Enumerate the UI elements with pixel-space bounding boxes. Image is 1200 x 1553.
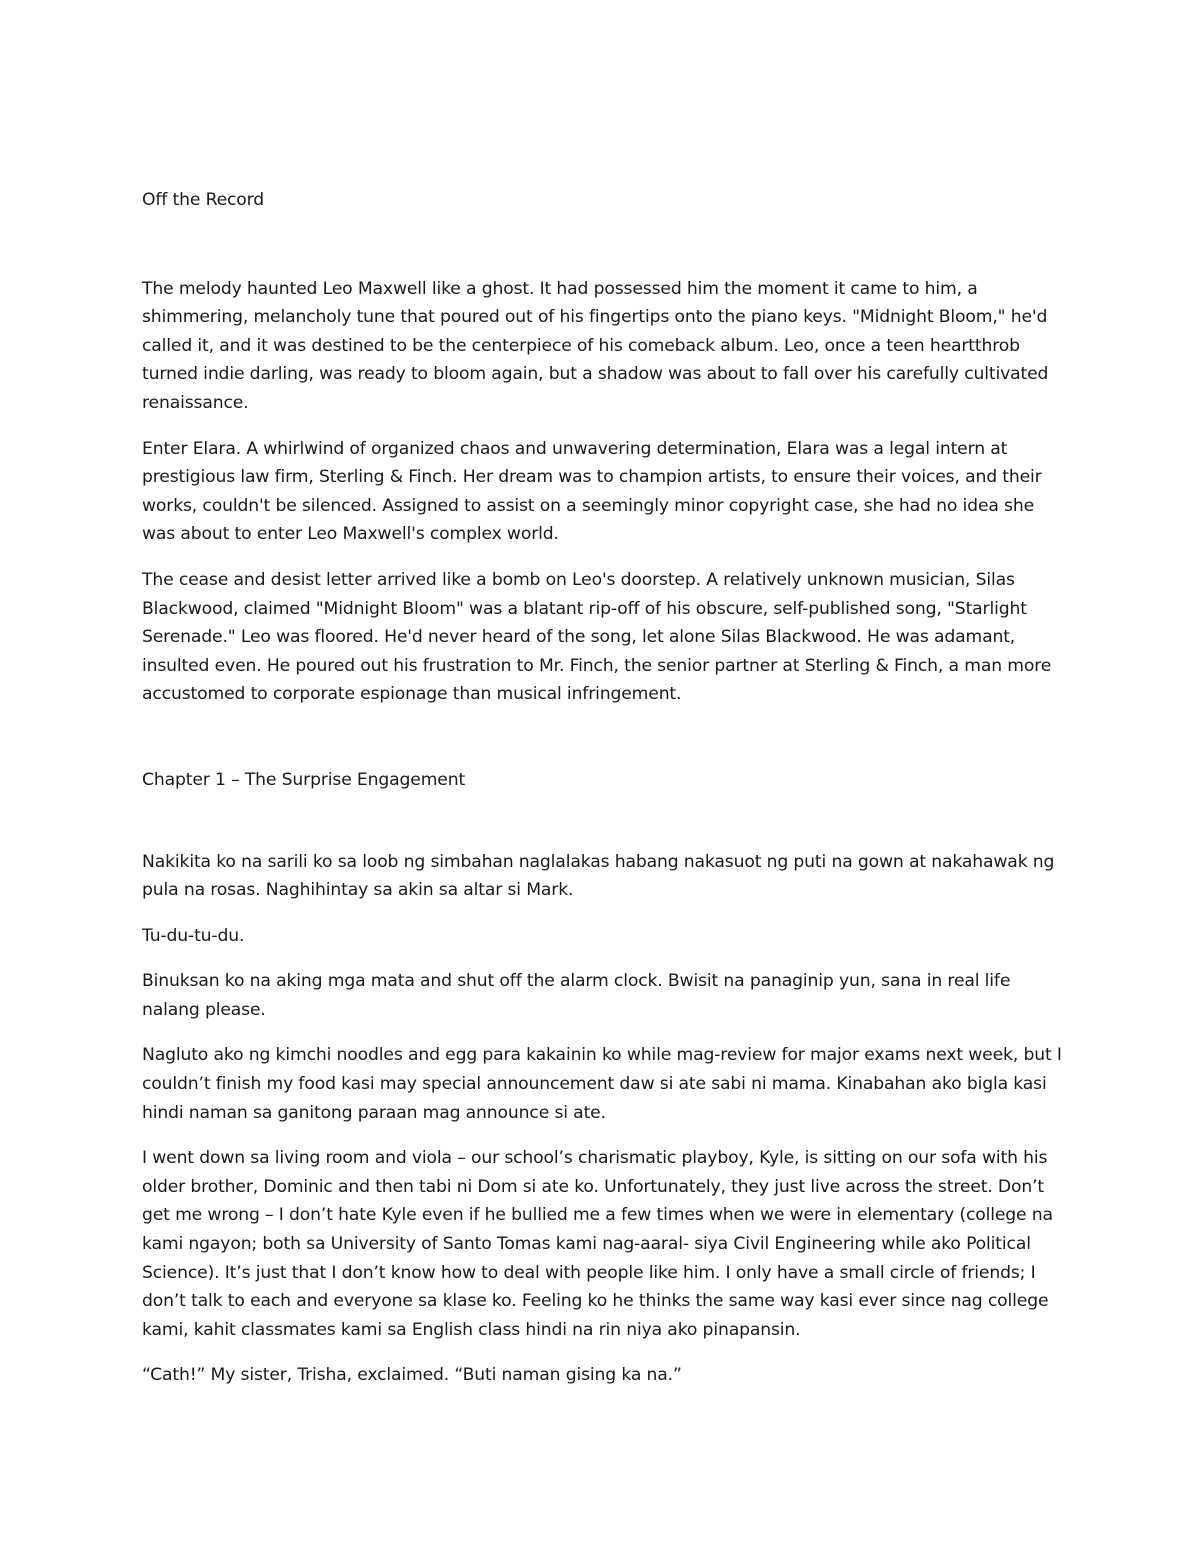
title-spacer bbox=[142, 215, 1072, 275]
chapter-paragraph-2: Tu-du-tu-du. bbox=[142, 925, 245, 946]
chapter-heading: Chapter 1 – The Surprise Engagement bbox=[142, 769, 466, 790]
chapter-paragraph-1: Nakikita ko na sarili ko sa loob ng simbahan naglalakas habang nakasuot ng puti na gown at nakahawak ng pula na rosas. Naghihintay sa akin sa altar si Mark. bbox=[142, 851, 1055, 901]
document-body bbox=[142, 186, 1072, 1407]
intro-paragraph-3: The cease and desist letter arrived like a bomb on Leo's doorstep. A relatively unknown musician, Silas Blackwood, claimed "Midnight Bloom" was a blatant rip-off of his obscure, self-published song, "Starlight Serenade." Leo was floored. He'd never heard of the song, let alone Silas Blackwood. He was adamant, insulted even. He poured out his frustration to Mr. Finch, the senior partner at Sterling & Finch, a man more accustomed to corporate espionage than musical infringement. bbox=[142, 569, 1052, 705]
intro-paragraph-2: Enter Elara. A whirlwind of organized chaos and unwavering determination, Elara was a legal intern at prestigious law firm, Sterling & Finch. Her dream was to champion artists, to ensure their voices, and their works, couldn't be silenced. Assigned to assist on a seemingly minor copyright case, she had no idea she was about to enter Leo Maxwell's complex world. bbox=[142, 438, 1042, 545]
chapter-paragraph-5: I went down sa living room and viola – our school’s charismatic playboy, Kyle, is sitting on our sofa with his older brother, Dominic and then tabi ni Dom si ate ko. Unfortunately, they just live across the street. Don’t get me wrong – I don’t hate Kyle even if he bullied me a few times when we were in elementary (college na kami ngayon; both sa University of Santo Tomas kami nag-aaral- siya Civil Engineering while ako Political Science). It’s just that I don’t know how to deal with people like him. I only have a small circle of friends; I don’t talk to each and everyone sa klase ko. Feeling ko he thinks the same way kasi ever since nag college kami, kahit classmates kami sa English class hindi na rin niya ako pinapansin. bbox=[142, 1148, 1053, 1340]
intro-paragraph-1: The melody haunted Leo Maxwell like a ghost. It had possessed him the moment it came to him, a shimmering, melancholy tune that poured out of his fingertips onto the piano keys. "Midnight Bloom," he'd called it, and it was destined to be the centerpiece of his comeback album. Leo, once a teen heartthrob turned indie darling, was ready to bloom again, but a shadow was about to fall over his carefully cultivated renaissance. bbox=[142, 278, 1049, 413]
document-title: Off the Record bbox=[142, 190, 265, 210]
chapter-paragraph-6: “Cath!” My sister, Trisha, exclaimed. “Buti naman gising ka na.” bbox=[142, 1365, 682, 1386]
chapter-spacer-top bbox=[142, 726, 1072, 766]
chapter-spacer-bottom bbox=[142, 795, 1072, 848]
chapter-paragraph-4: Nagluto ako ng kimchi noodles and egg para kakainin ko while mag-review for major exams next week, but I couldn’t finish my food kasi may special announcement daw si ate sabi ni mama. Kinabahan ako bigla kasi hindi naman sa ganitong paraan mag announce si ate. bbox=[142, 1045, 1062, 1123]
chapter-paragraph-3: Binuksan ko na aking mga mata and shut off the alarm clock. Bwisit na panaginip yun, sana in real life nalang please. bbox=[142, 971, 1011, 1020]
